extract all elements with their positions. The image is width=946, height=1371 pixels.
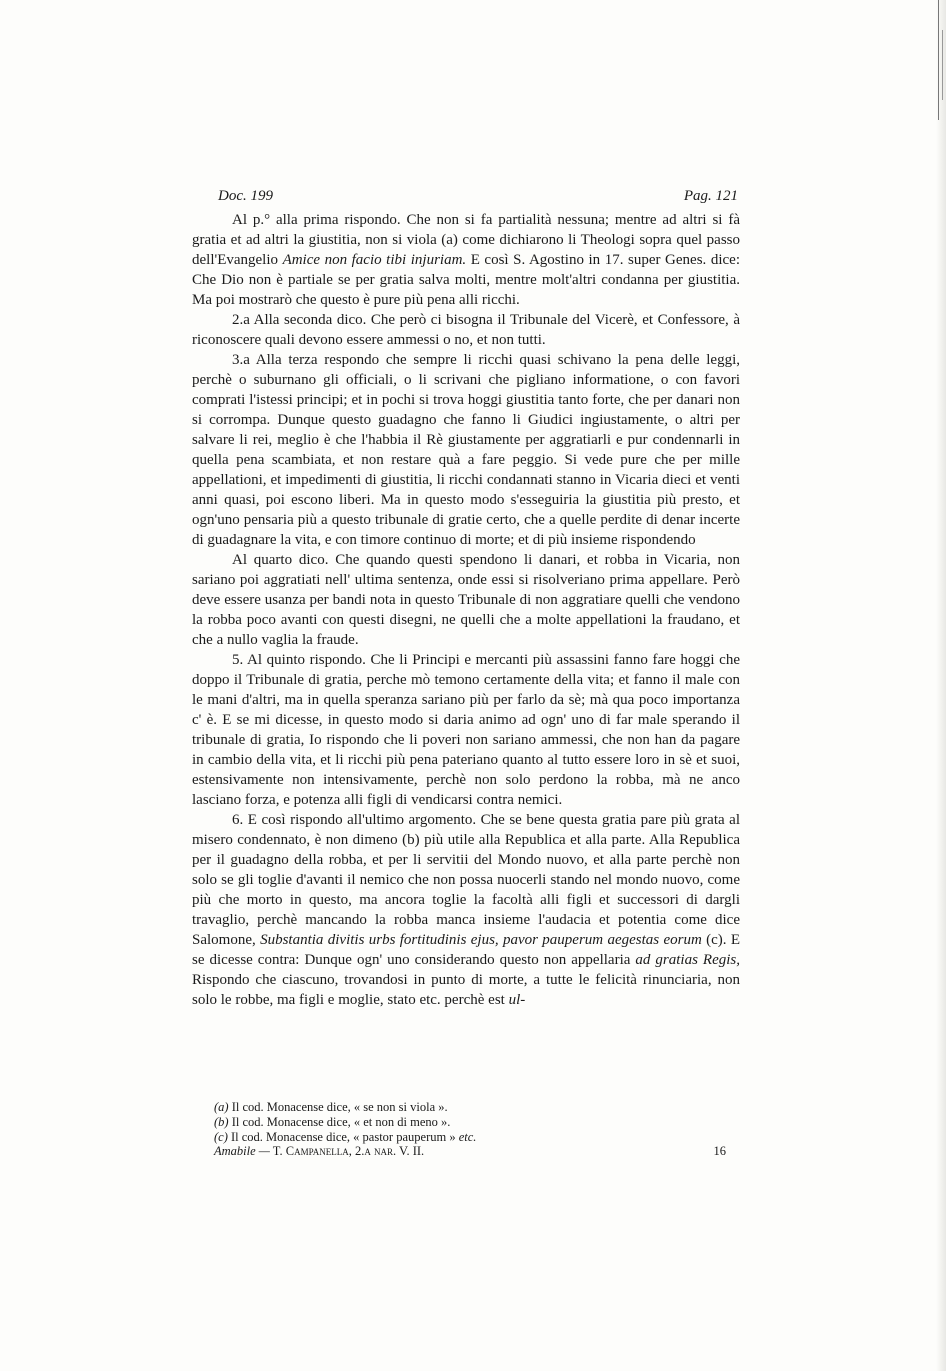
paragraph: 2.a Alla seconda dico. Che però ci bisogna il Tribunale del Vicerè, et Confessore, à riconoscere quali devono essere ammessi o no, et non tutti. (192, 312, 740, 348)
signature-line (214, 1144, 726, 1160)
paragraph: Al p.° alla prima rispondo. Che non si fa partialità nessuna; mentre ad altri si fà gratia et ad altri la giustitia, non si viola (a) come dichiarono li Theologi sopra quel passo dell'Evangelio Amice non facio tibi injuriam. E così S. Agostino in 17. super Genes. dice: Che Dio non è partiale se per gratia salva molti, mentre molt'altri condanna per giustitia. Ma poi mostrarò che questo è pure più pena alli ricchi. (192, 212, 740, 308)
footnote: (c) Il cod. Monacense dice, « pastor pauperum » etc. (214, 1130, 477, 1144)
paragraph: 3.a Alla terza respondo che sempre li ricchi quasi schivano la pena delle leggi, perchè o suburnano gli officiali, o li scrivani che pigliano informatione, o con favori comprati l'istessi principi; et in pochi si trova hoggi giustitia tanto forte, che per danari non si corrompa. Dunque questo guadagno che fanno li Giudici ingiustamente, o altri per salvare li rei, meglio è che l'habbia il Rè giustamente per aggratiarli e pur condennarli in quella pena scambiata, et non restare quà a fare peggio. Si vede pure che per mille appellationi, et impedimenti di giustitia, li ricchi condannati stanno in Vicaria dieci et venti anni quasi, poi escono liberi. Ma in questo modo s'esseguiria la giustitia più presto, et ogn'uno pensaria più a questo tribunale di gratie certo, che a quelle perdite di denar incerte di guadagnare la vita, e con timore continuo di morte; et di più insieme rispondendo (192, 352, 740, 548)
paragraph: 6. E così rispondo all'ultimo argomento. Che se bene questa gratia pare più grata al misero condennato, è non dimeno (b) più utile alla Republica et alla parte. Alla Republica per il guadagno della robba, et per li servitii del Mondo nuovo, et alla parte perchè non solo se gli toglie d'avanti il nemico che non possa nuocerli stando nel mondo nuovo, come più che morto in questo, ma ancora toglie la facoltà alli figli et successori di dargli travaglio, perchè mancando la robba manca insieme l'audacia et potentia come dice Salomone, Substantia divitis urbs fortitudinis ejus, pavor pauperum aegestas eorum (c). E se dicesse contra: Dunque ogn' uno considerando questo non appellaria ad gratias Regis, Rispondo che ciascuno, trovandosi in punto di morte, a tutte le felicità rinunciaria, non solo le robbe, ma figli e moglie, stato etc. perchè est ul- (192, 812, 740, 1008)
scan-artifact-line (942, 30, 943, 100)
footnotes (214, 1100, 734, 1145)
signature-author: Amabile — T. Campanella, 2.a nar. V. II. (214, 1144, 425, 1158)
document-number: Doc. 199 (218, 188, 273, 204)
running-header (218, 188, 738, 210)
footnote: (b) Il cod. Monacense dice, « et non di meno ». (214, 1115, 451, 1129)
footnote: (a) Il cod. Monacense dice, « se non si viola ». (214, 1100, 448, 1114)
paragraph: 5. Al quinto rispondo. Che li Principi e mercanti più assassini fanno fare hoggi che doppo il Tribunale di gratia, perche mò temono certamente della vita; et fanno il male con le mani d'altri, ma in quella speranza sariano più per farlo da sè; mà qua poco importanza c' è. E se mi dicesse, in questo modo si daria animo ad ogn' uno di far male sperando il tribunale di gratia, Io rispondo che li poveri non sariano ammessi, che non han da pagare in cambio della vita, et li ricchi più pena pateriano quanto al tutto essere loro in sè et suoi, estensivamente non intensivamente, perchè non solo perdono la robba, mà ne anco lasciano forza, e potenza alli figli di vendicarsi contra nemici. (192, 652, 740, 808)
paragraph: Al quarto dico. Che quando questi spendono li danari, et robba in Vicaria, non sariano poi aggratiati nell' ultima sentenza, onde essi si risolveriano prima appellare. Però deve essere usanza per bandi nota in questo Tribunale di non aggratiare quelli che vendono la robba poco avanti con questi disegni, ne quelli che a molte appellationi la fraudano, et che a nullo vaglia la fraude. (192, 552, 740, 648)
body-text (192, 210, 740, 1010)
page-number: Pag. 121 (683, 188, 738, 204)
signature-number: 16 (713, 1144, 726, 1158)
scan-edge (936, 0, 946, 1371)
scan-artifact-line (938, 0, 939, 120)
